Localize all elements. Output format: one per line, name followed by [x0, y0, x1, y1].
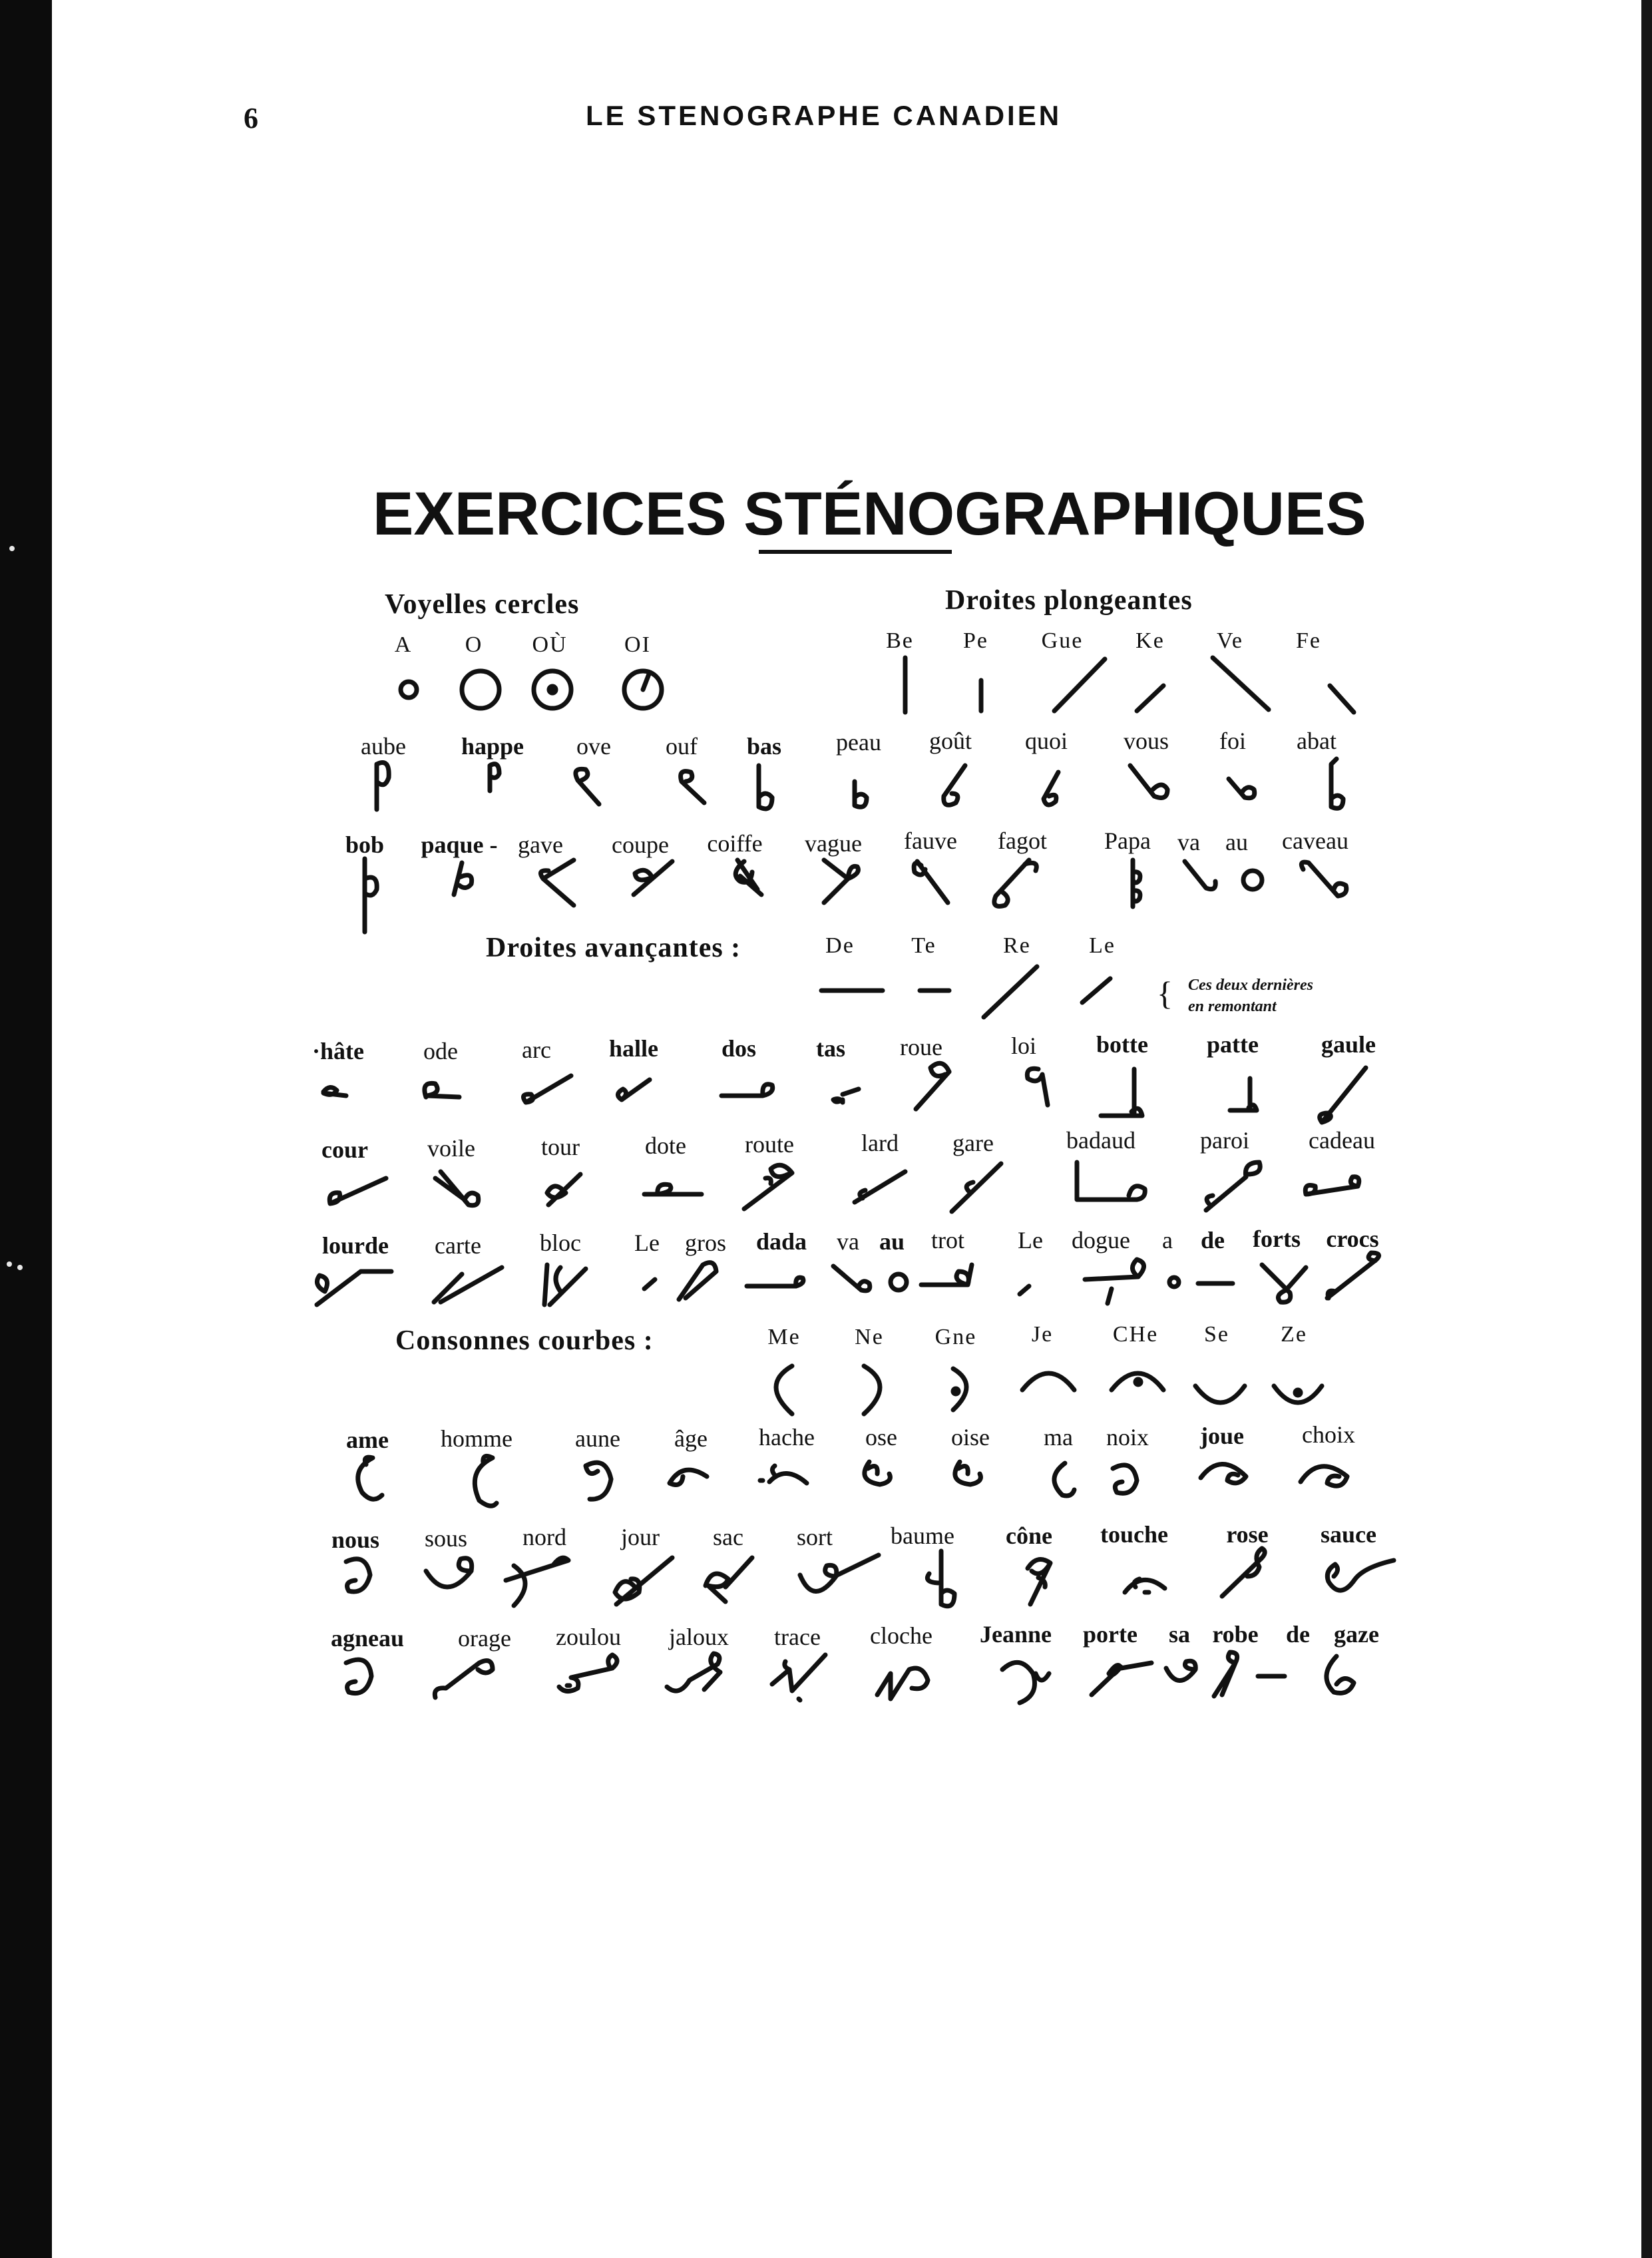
word-label: porte	[1083, 1621, 1137, 1648]
page-number: 6	[244, 102, 258, 134]
word-label: noix	[1106, 1424, 1149, 1451]
word-glyph	[1327, 1253, 1379, 1298]
consonant-letter: De	[825, 933, 855, 958]
consonant-letter: Ne	[855, 1325, 884, 1349]
word-label: cour	[321, 1136, 368, 1163]
word-glyph	[1201, 1464, 1246, 1482]
word-glyph	[435, 1172, 479, 1206]
word-label: arc	[522, 1036, 551, 1063]
word-glyph	[1327, 1656, 1354, 1693]
stroke-gue	[1054, 659, 1105, 711]
word-glyph	[506, 1558, 568, 1606]
consonant-letter: Re	[1003, 933, 1031, 958]
word-label: bas	[746, 733, 782, 760]
word-glyph	[1327, 1560, 1394, 1590]
word-glyph	[747, 1277, 803, 1286]
consonant-letter: Be	[886, 628, 914, 653]
word-label: dote	[645, 1132, 686, 1159]
vowel-circle-glyph	[891, 1274, 907, 1290]
word-glyph	[1020, 1286, 1029, 1294]
word-glyph	[1027, 1068, 1048, 1105]
word-glyph	[523, 1076, 571, 1102]
word-label: coupe	[612, 831, 669, 858]
word-label: ose	[865, 1424, 897, 1451]
word-glyph	[547, 1174, 580, 1205]
consonant-letter: Fe	[1296, 628, 1321, 653]
word-label: gaule	[1321, 1031, 1376, 1058]
vowel-dot-glyph	[549, 686, 556, 693]
word-glyph	[615, 1558, 672, 1604]
word-glyph	[681, 772, 704, 803]
word-label: au	[879, 1228, 905, 1255]
word-glyph	[772, 1655, 825, 1700]
word-label: touche	[1100, 1521, 1168, 1548]
word-glyph	[833, 1089, 859, 1102]
word-label: sous	[424, 1525, 468, 1552]
word-label: gros	[685, 1230, 726, 1256]
word-label: ouf	[666, 733, 698, 760]
word-label: paque -	[421, 831, 498, 858]
word-label: happe	[461, 733, 524, 760]
word-label: joue	[1200, 1423, 1244, 1449]
word-glyph	[435, 1661, 493, 1697]
note-brace: {	[1157, 975, 1173, 1012]
word-glyph	[833, 1266, 870, 1291]
word-glyph	[644, 1184, 702, 1194]
word-label: roue	[900, 1034, 942, 1060]
word-glyph	[559, 1655, 617, 1692]
vowel-tick-glyph	[643, 672, 650, 690]
word-label: agneau	[330, 1625, 405, 1652]
vowel-circle-glyph	[1169, 1277, 1179, 1287]
word-glyph	[1092, 1663, 1151, 1695]
word-glyph	[952, 1164, 1001, 1212]
word-glyph	[865, 1462, 891, 1484]
consonant-letter: Pe	[963, 628, 988, 653]
word-label: ode	[423, 1038, 458, 1064]
courbes-heading: Consonnes courbes :	[395, 1325, 654, 1356]
word-glyph	[944, 766, 965, 805]
stroke-le	[1082, 979, 1110, 1003]
stroke-re	[984, 967, 1037, 1017]
word-label: zoulou	[556, 1624, 621, 1650]
word-glyph	[329, 1178, 386, 1204]
vowel-letter: A	[394, 632, 413, 657]
word-label: sort	[797, 1524, 833, 1550]
consonant-letter: Te	[911, 933, 936, 958]
word-glyph	[1229, 779, 1255, 798]
word-label: dogue	[1072, 1227, 1130, 1253]
stroke-ke	[1137, 686, 1163, 711]
consonant-letter: Ze	[1281, 1322, 1307, 1347]
word-label: halle	[608, 1035, 659, 1062]
word-label: ma	[1044, 1424, 1073, 1451]
word-label: sac	[713, 1524, 743, 1550]
word-label: fauve	[904, 827, 957, 854]
word-glyph	[955, 1462, 981, 1484]
vowel-circle-glyph	[462, 671, 499, 708]
stroke-ne	[864, 1366, 880, 1414]
word-glyph	[1206, 1162, 1260, 1210]
word-glyph	[576, 769, 599, 804]
word-label: âge	[674, 1425, 708, 1452]
stroke-me	[776, 1366, 792, 1414]
voyelles-heading: Voyelles cercles	[385, 589, 580, 620]
word-glyph	[1085, 1259, 1144, 1303]
word-glyph	[759, 766, 772, 809]
word-glyph	[1028, 1560, 1050, 1604]
word-glyph	[1077, 1162, 1145, 1200]
stroke-fe	[1330, 686, 1354, 712]
word-glyph	[667, 1654, 720, 1691]
word-glyph	[490, 764, 499, 791]
word-glyph	[1133, 860, 1140, 907]
vowel-circle-glyph	[401, 682, 417, 698]
word-glyph	[475, 1456, 497, 1506]
word-glyph	[454, 863, 472, 895]
word-label: caveau	[1282, 827, 1348, 854]
word-label: badaud	[1066, 1127, 1136, 1154]
word-label: crocs	[1326, 1226, 1379, 1252]
word-glyph	[586, 1463, 611, 1499]
word-glyph	[317, 1271, 391, 1305]
word-label: bob	[345, 831, 385, 858]
consonant-letter: CHe	[1112, 1322, 1159, 1347]
word-label: coiffe	[707, 830, 763, 857]
word-label: aube	[361, 733, 406, 760]
vowel-letter: O	[465, 632, 483, 657]
word-label: cadeau	[1309, 1127, 1375, 1154]
word-label: forts	[1253, 1226, 1301, 1252]
consonant-letter: Gue	[1041, 628, 1084, 653]
word-glyph	[1166, 1661, 1195, 1680]
word-label: de	[1201, 1227, 1225, 1253]
word-glyph	[1301, 1467, 1347, 1486]
word-glyph	[679, 1263, 716, 1299]
word-label: hache	[759, 1424, 815, 1451]
word-label: vague	[805, 830, 862, 857]
word-label: lard	[861, 1130, 899, 1156]
consonant-letter: Je	[1031, 1322, 1054, 1347]
word-glyph	[1301, 862, 1346, 896]
vowel-letter: OÙ	[532, 632, 568, 657]
note-line: en remontant	[1188, 998, 1277, 1015]
word-label: voile	[427, 1135, 475, 1162]
word-label: dada	[755, 1228, 807, 1255]
word-glyph	[1331, 759, 1343, 808]
word-glyph	[1222, 1548, 1265, 1596]
word-glyph	[1320, 1068, 1366, 1122]
note-line: Ces deux dernières	[1188, 977, 1313, 994]
word-label: paroi	[1200, 1127, 1249, 1154]
word-glyph	[760, 1466, 807, 1483]
word-label: nord	[522, 1524, 566, 1550]
word-glyph	[994, 860, 1036, 906]
gne-dot-glyph	[953, 1389, 958, 1394]
avancantes-heading: Droites avançantes :	[486, 933, 741, 963]
word-glyph	[1214, 1652, 1237, 1696]
word-glyph	[425, 1083, 459, 1097]
word-label: bloc	[540, 1230, 581, 1256]
word-label: carte	[435, 1232, 481, 1259]
word-label: ove	[576, 733, 611, 760]
word-label: Le	[634, 1230, 660, 1256]
word-glyph	[426, 1558, 472, 1587]
word-label: jour	[621, 1524, 660, 1550]
word-glyph	[358, 1457, 382, 1499]
word-label: trace	[774, 1624, 821, 1650]
word-label: de	[1286, 1621, 1310, 1648]
word-label: gave	[518, 831, 563, 858]
word-glyph	[323, 1087, 346, 1096]
word-glyph	[855, 1172, 905, 1202]
word-glyph	[634, 861, 672, 895]
word-label: quoi	[1024, 728, 1068, 754]
word-glyph	[618, 1080, 650, 1100]
word-label: ame	[346, 1427, 389, 1453]
word-label: vous	[1123, 728, 1169, 754]
word-glyph	[434, 1267, 502, 1302]
word-label: lourde	[321, 1232, 389, 1259]
word-label: aune	[575, 1425, 620, 1452]
consonant-letter: Ke	[1136, 628, 1165, 653]
word-label: fagot	[998, 827, 1047, 854]
word-glyph	[1125, 1579, 1165, 1592]
word-glyph	[1113, 1465, 1137, 1493]
word-label: nous	[331, 1526, 380, 1553]
word-glyph	[346, 1660, 371, 1694]
word-glyph	[1262, 1265, 1306, 1302]
word-glyph	[1054, 1463, 1074, 1496]
word-glyph	[544, 1265, 586, 1305]
word-label: va	[837, 1228, 859, 1255]
word-label: trot	[931, 1227, 964, 1253]
word-label: oise	[951, 1424, 990, 1451]
running-title: LE STENOGRAPHE CANADIEN	[586, 100, 1062, 131]
stroke-se	[1195, 1386, 1245, 1403]
word-label: rose	[1226, 1521, 1269, 1548]
word-glyph	[1130, 766, 1167, 797]
plongeantes-heading: Droites plongeantes	[945, 585, 1193, 616]
word-label: gare	[952, 1130, 994, 1156]
word-glyph	[877, 1668, 928, 1699]
consonant-letter: Le	[1089, 933, 1116, 958]
consonant-letter: Me	[767, 1325, 801, 1349]
word-label: abat	[1297, 728, 1337, 754]
consonant-letter: Gne	[934, 1325, 977, 1349]
word-label: jaloux	[669, 1624, 729, 1650]
word-glyph	[722, 1084, 773, 1096]
word-glyph	[927, 1551, 954, 1606]
word-label: choix	[1302, 1421, 1355, 1448]
word-glyph	[735, 860, 761, 895]
word-label: dos	[721, 1035, 757, 1062]
word-glyph	[824, 860, 858, 903]
word-glyph	[670, 1470, 707, 1484]
word-glyph	[1230, 1078, 1257, 1110]
word-label: peau	[836, 729, 881, 756]
word-glyph	[1002, 1662, 1049, 1703]
word-label: baume	[891, 1522, 954, 1549]
word-glyph	[855, 782, 867, 807]
word-glyph	[706, 1558, 752, 1602]
word-label: foi	[1219, 728, 1246, 754]
word-label: patte	[1207, 1031, 1259, 1058]
word-glyph	[921, 1265, 972, 1285]
word-label: sauce	[1321, 1521, 1376, 1548]
word-glyph	[800, 1555, 879, 1592]
word-label: sa	[1168, 1621, 1191, 1648]
word-label: ·hâte	[312, 1038, 364, 1064]
word-label: cône	[1006, 1522, 1052, 1549]
word-label: tour	[541, 1134, 580, 1160]
word-label: loi	[1010, 1032, 1037, 1059]
word-glyph	[914, 861, 948, 903]
vowel-circle-glyph	[1243, 871, 1262, 889]
stroke-ve	[1213, 658, 1269, 710]
word-label: Papa	[1104, 827, 1151, 854]
word-label: Jeanne	[980, 1621, 1052, 1648]
word-glyph	[365, 859, 377, 932]
word-label: homme	[441, 1425, 513, 1452]
word-glyph	[744, 1165, 792, 1209]
word-label: a	[1162, 1227, 1173, 1253]
word-glyph	[644, 1279, 655, 1289]
word-label: tas	[816, 1035, 845, 1062]
word-label: au	[1225, 829, 1248, 855]
word-glyph	[346, 1559, 370, 1592]
word-label: va	[1177, 829, 1200, 855]
word-label: robe	[1212, 1621, 1259, 1648]
word-glyph	[1305, 1177, 1359, 1194]
consonant-letter: Se	[1204, 1322, 1229, 1347]
vowel-letter: OI	[624, 632, 651, 657]
word-label: Le	[1018, 1227, 1043, 1253]
word-label: goût	[929, 728, 972, 754]
word-label: orage	[458, 1625, 511, 1652]
word-glyph	[540, 860, 574, 905]
word-label: botte	[1096, 1031, 1148, 1058]
ze-dot-glyph	[1295, 1390, 1301, 1395]
stroke-je	[1022, 1373, 1074, 1390]
word-label: cloche	[870, 1622, 932, 1649]
word-glyph	[1185, 861, 1215, 889]
word-label: gaze	[1334, 1621, 1379, 1648]
page-title: EXERCICES STÉNOGRAPHIQUES	[373, 480, 1366, 548]
consonant-letter: Ve	[1217, 628, 1243, 653]
che-dot-glyph	[1136, 1379, 1141, 1385]
word-label: route	[745, 1131, 794, 1158]
word-glyph	[1044, 772, 1058, 805]
word-glyph	[377, 763, 389, 810]
word-glyph	[916, 1063, 949, 1109]
word-glyph	[1101, 1069, 1142, 1116]
